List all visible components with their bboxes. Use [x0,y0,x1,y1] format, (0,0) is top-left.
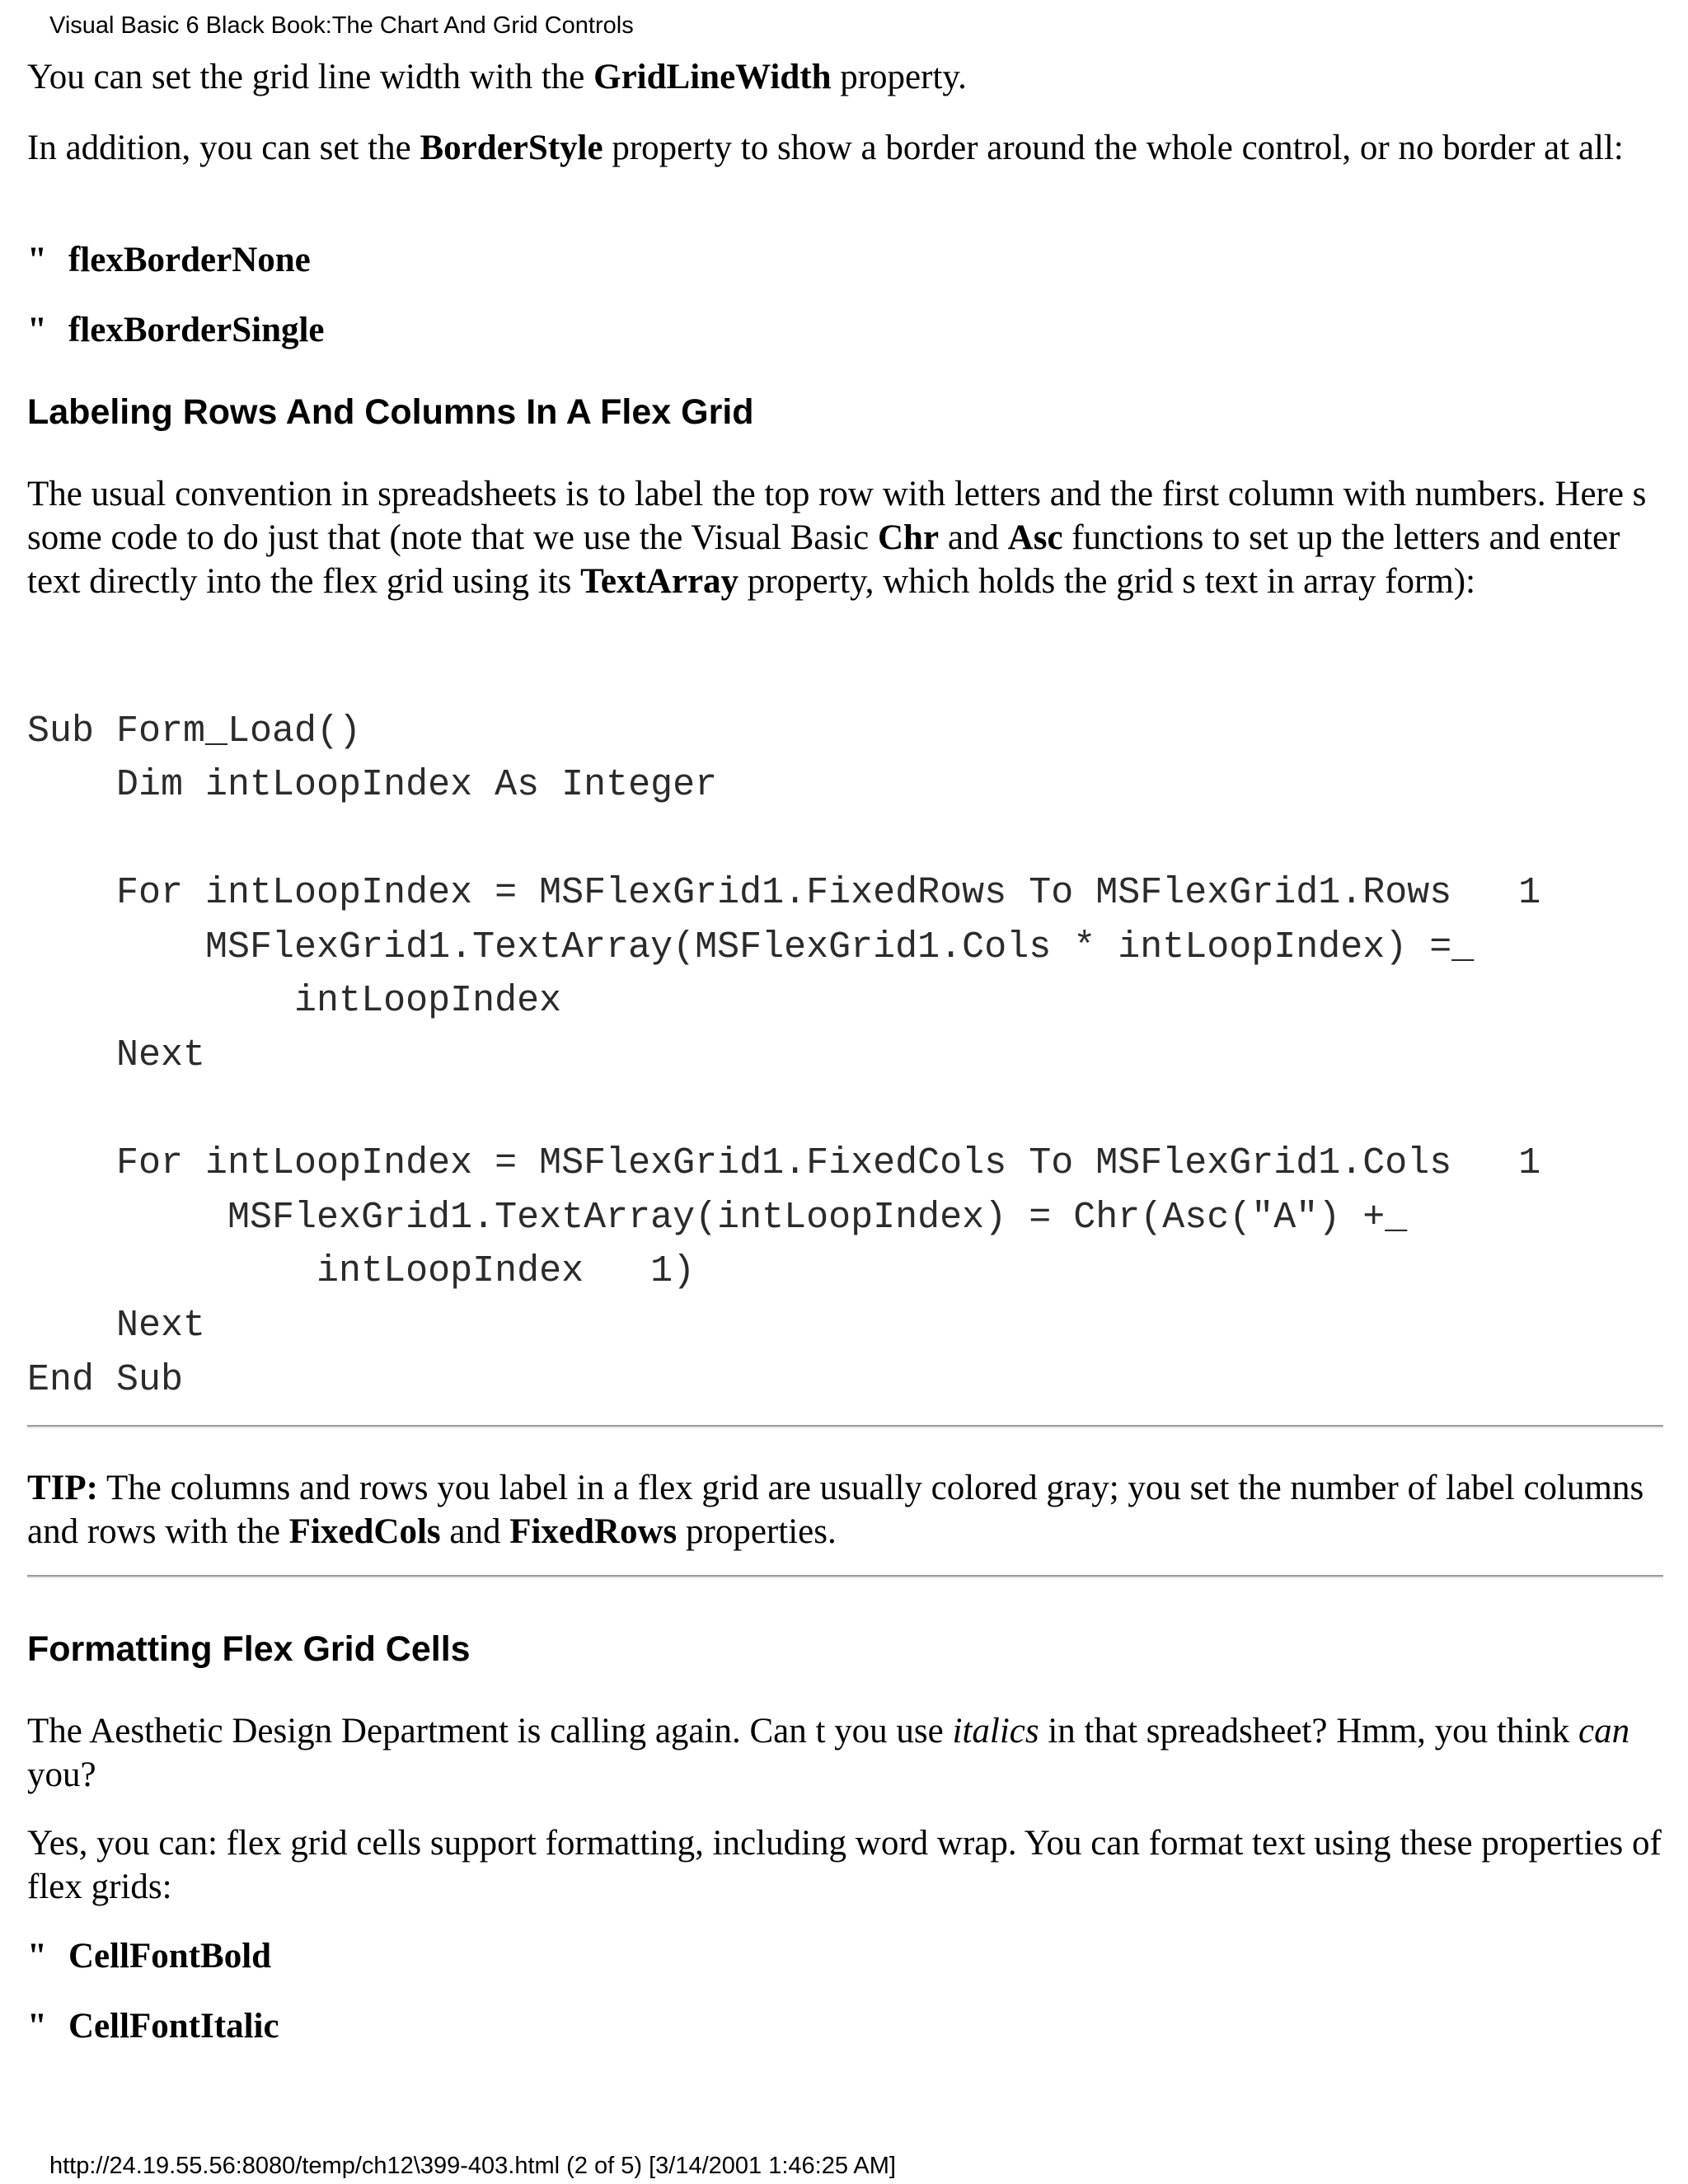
text: property, which holds the grid s text in array form): [738,562,1476,601]
bullet-item [27,308,1593,352]
text: The columns and rows you label in a flex grid are usually colored gray; you set the number of label columns and rows with the [27,1469,1644,1551]
paragraph-labeling [27,472,1667,603]
divider [27,1575,1663,1578]
paragraph-borderstyle [27,126,1667,170]
code-line: intLoopIndex 1) [27,1250,696,1292]
bullet-label: flexBorderSingle [68,311,325,349]
paragraph-formatting [27,1821,1667,1909]
code-line: Dim intLoopIndex As Integer [27,764,718,806]
property-name: FixedCols [288,1512,441,1551]
code-line: Next [27,1305,206,1347]
bullet-label: CellFontBold [68,1937,272,1975]
paragraph-gridlinewidth [27,55,1667,99]
bullet-mark: " [27,311,47,349]
page-footer-url: http://24.19.55.56:8080/temp/ch12\399-403.html (2 of 5) [3/14/2001 1:46:25 AM] [49,2153,896,2179]
code-line: Next [27,1034,206,1076]
text: You can set the grid line width with the [27,58,594,96]
code-line: End Sub [27,1359,184,1401]
italic-text: italics [952,1712,1039,1750]
bullet-item [27,238,1593,282]
code-line: MSFlexGrid1.TextArray(MSFlexGrid1.Cols * intLoopIndex) =_ [27,926,1475,968]
text: properties. [677,1512,837,1551]
code-line: MSFlexGrid1.TextArray(intLoopIndex) = Chr(Asc("A") +_ [27,1197,1408,1239]
property-name: BorderStyle [420,129,603,167]
page-header: Visual Basic 6 Black Book:The Chart And Grid Controls [49,12,634,39]
text: and [939,518,1008,557]
code-line: For intLoopIndex = MSFlexGrid1.FixedCols To MSFlexGrid1.Cols 1 [27,1142,1541,1184]
text: functions to set up the letters and enter text directly into the flex grid using its [27,518,1620,601]
text: In addition, you can set the [27,129,420,167]
bullet-mark: " [27,1937,47,1975]
text: Yes, you can: flex grid cells support formatting, including word wrap. You can format text using these properties of flex grids: [27,1824,1662,1906]
paragraph-aesthetic [27,1709,1667,1797]
code-line: Sub Form_Load() [27,710,362,752]
tip-box [27,1466,1667,1554]
code-line: For intLoopIndex = MSFlexGrid1.FixedRows To MSFlexGrid1.Rows 1 [27,872,1541,914]
text: property to show a border around the whole control, or no border at all: [603,129,1624,167]
text: The usual convention in spreadsheets is to label the top row with letters and the first column with numbers. Here s some code to do just that (note that we use the Visual Basic [27,475,1647,557]
function-name: Chr [878,518,940,557]
bullet-label: CellFontItalic [68,2007,279,2046]
function-name: Asc [1007,518,1063,557]
text: The Aesthetic Design Department is calling again. Can t you use [27,1712,953,1750]
divider [27,1425,1663,1428]
bullet-label: flexBorderNone [68,241,311,279]
text: in that spreadsheet? Hmm, you think [1039,1712,1579,1750]
section-heading: Formatting Flex Grid Cells [27,1629,471,1669]
bullet-item [27,2004,1593,2048]
italic-text: can [1578,1712,1630,1750]
text: you? [27,1755,96,1794]
property-name: TextArray [580,562,739,601]
bullet-mark: " [27,241,47,279]
code-line: intLoopIndex [27,980,562,1022]
text: and [440,1512,510,1551]
property-name: FixedRows [509,1512,678,1551]
section-heading: Labeling Rows And Columns In A Flex Grid [27,392,754,432]
text: property. [831,58,967,96]
property-name: GridLineWidth [593,58,832,96]
tip-label: TIP: [27,1469,98,1507]
bullet-mark: " [27,2007,47,2046]
bullet-item [27,1934,1593,1978]
